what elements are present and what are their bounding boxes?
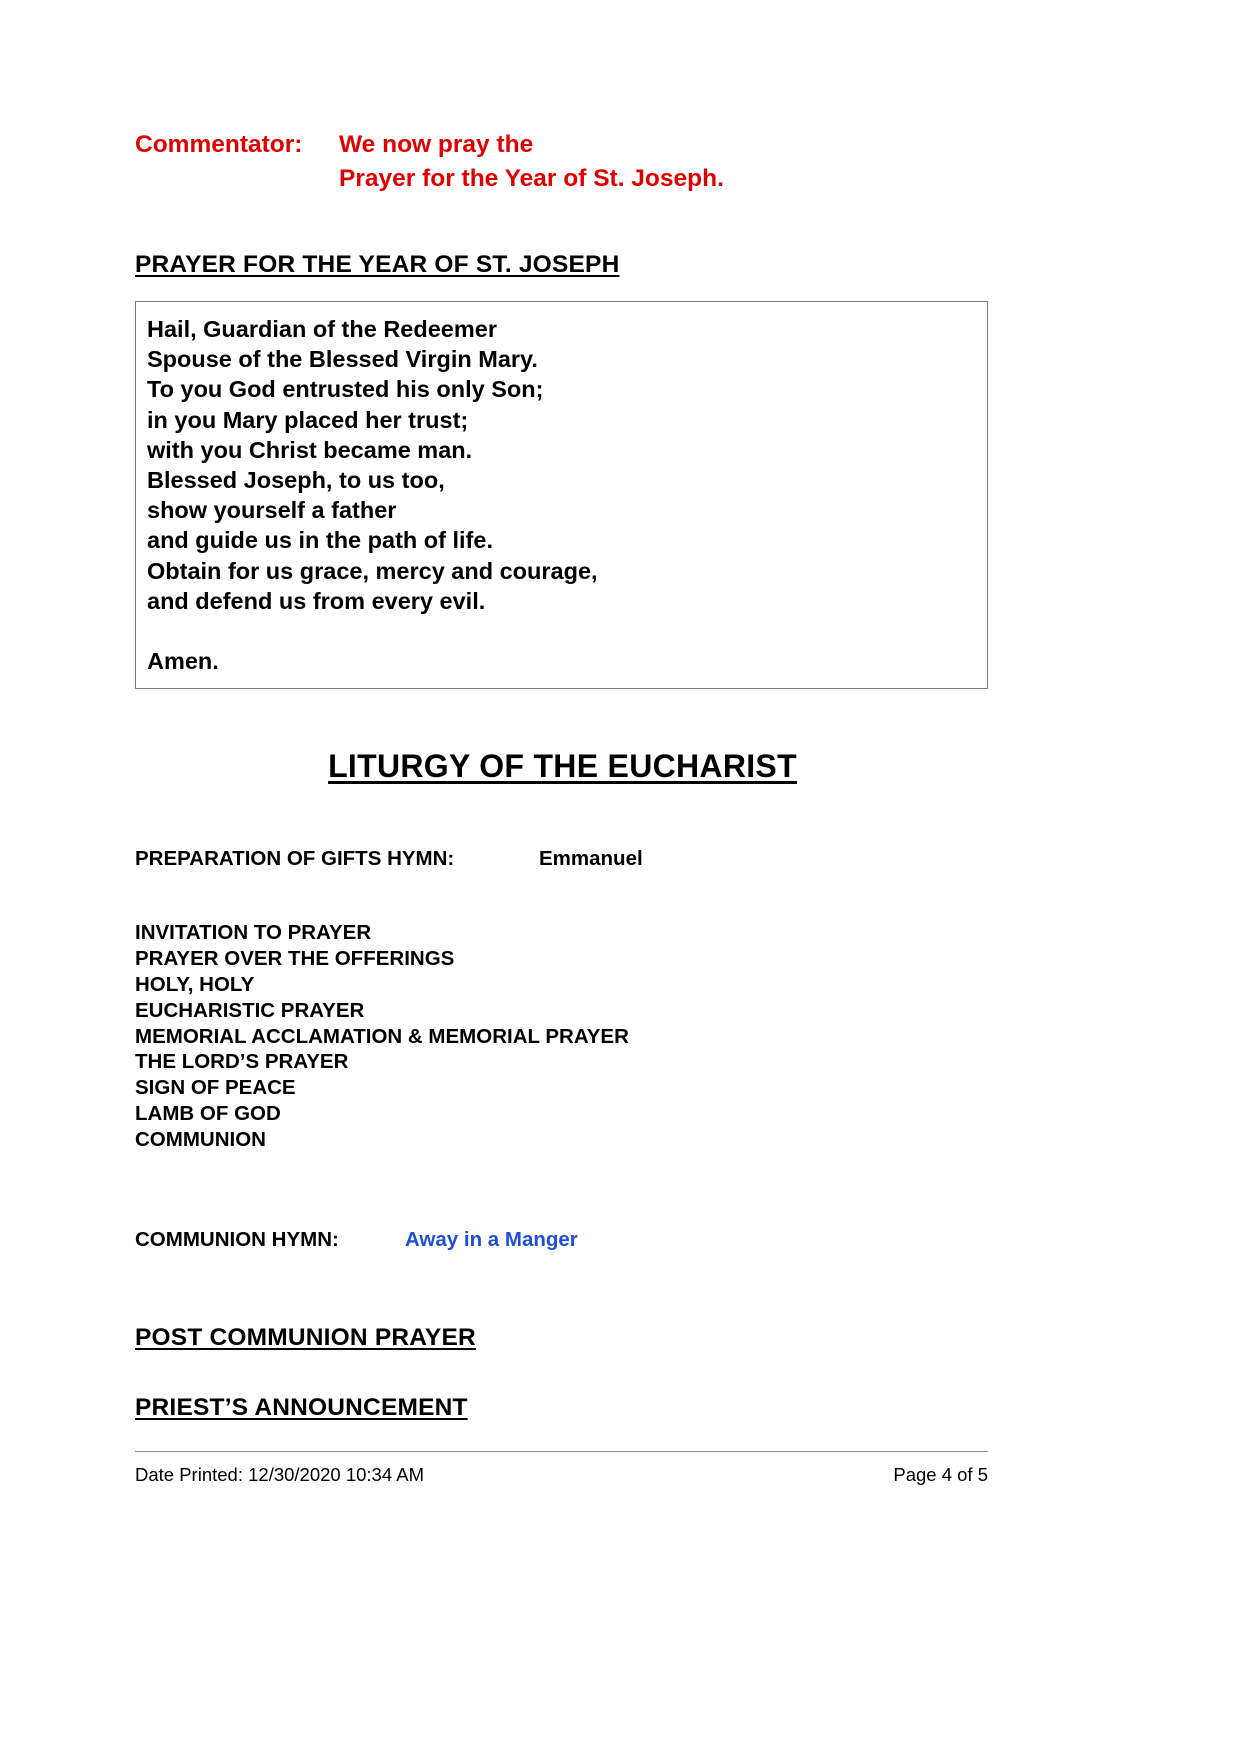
commentator-block <box>135 128 990 196</box>
prayer-line-amen: Amen. <box>147 648 219 675</box>
communion-hymn-value: Away in a Manger <box>405 1227 578 1251</box>
list-item: COMMUNION <box>135 1127 266 1151</box>
list-item: EUCHARISTIC PRAYER <box>135 998 365 1022</box>
commentator-row <box>135 128 990 196</box>
preparation-hymn-value: Emmanuel <box>539 847 643 871</box>
prayer-line: and defend us from every evil. <box>147 587 486 614</box>
footer-divider <box>135 1451 988 1452</box>
list-item: HOLY, HOLY <box>135 973 255 997</box>
list-item: THE LORD’S PRAYER <box>135 1050 349 1074</box>
commentator-lines <box>339 128 990 196</box>
page-content <box>135 0 990 1422</box>
prayer-line: Blessed Joseph, to us too, <box>147 467 445 494</box>
prayer-line: in you Mary placed her trust; <box>147 406 469 433</box>
page-number: Page 4 of 5 <box>893 1464 988 1485</box>
prayer-line: To you God entrusted his only Son; <box>147 376 544 403</box>
post-communion-heading: POST COMMUNION PRAYER <box>135 1323 476 1351</box>
priest-announcement-heading: PRIEST’S ANNOUNCEMENT <box>135 1393 468 1421</box>
priest-announcement-heading-wrap <box>135 1394 990 1422</box>
preparation-hymn-label: PREPARATION OF GIFTS HYMN: <box>135 847 455 871</box>
communion-hymn-row <box>135 1227 990 1253</box>
list-item: INVITATION TO PRAYER <box>135 921 372 945</box>
list-item: SIGN OF PEACE <box>135 1076 296 1100</box>
prayer-section-heading: PRAYER FOR THE YEAR OF ST. JOSEPH <box>135 251 620 278</box>
prayer-line: Spouse of the Blessed Virgin Mary. <box>147 346 538 373</box>
date-printed: Date Printed: 12/30/2020 10:34 AM <box>135 1464 425 1485</box>
eucharist-heading: LITURGY OF THE EUCHARIST <box>328 748 797 785</box>
prayer-line-blank <box>147 616 987 646</box>
mass-order-list <box>135 920 990 1152</box>
prayer-section-heading-wrap <box>135 251 990 279</box>
eucharist-heading-wrap <box>135 748 990 785</box>
communion-hymn-label: COMMUNION HYMN: <box>135 1227 339 1251</box>
prayer-line: Obtain for us grace, mercy and courage, <box>147 557 598 584</box>
list-item: MEMORIAL ACCLAMATION & MEMORIAL PRAYER <box>135 1024 629 1048</box>
prayer-line: and guide us in the path of life. <box>147 527 493 554</box>
commentator-label: Commentator: <box>135 131 303 158</box>
commentator-line-2: Prayer for the Year of St. Joseph. <box>339 165 724 192</box>
preparation-hymn-row <box>135 846 990 872</box>
footer-row <box>135 1464 988 1486</box>
prayer-line: Hail, Guardian of the Redeemer <box>147 316 497 342</box>
list-item: PRAYER OVER THE OFFERINGS <box>135 947 455 971</box>
prayer-text-box <box>135 301 988 689</box>
page-footer <box>135 1451 988 1486</box>
list-item: LAMB OF GOD <box>135 1102 281 1125</box>
prayer-line: with you Christ became man. <box>147 436 473 463</box>
post-communion-heading-wrap <box>135 1324 990 1352</box>
commentator-line-1: We now pray the <box>339 131 534 158</box>
prayer-line: show yourself a father <box>147 497 397 524</box>
